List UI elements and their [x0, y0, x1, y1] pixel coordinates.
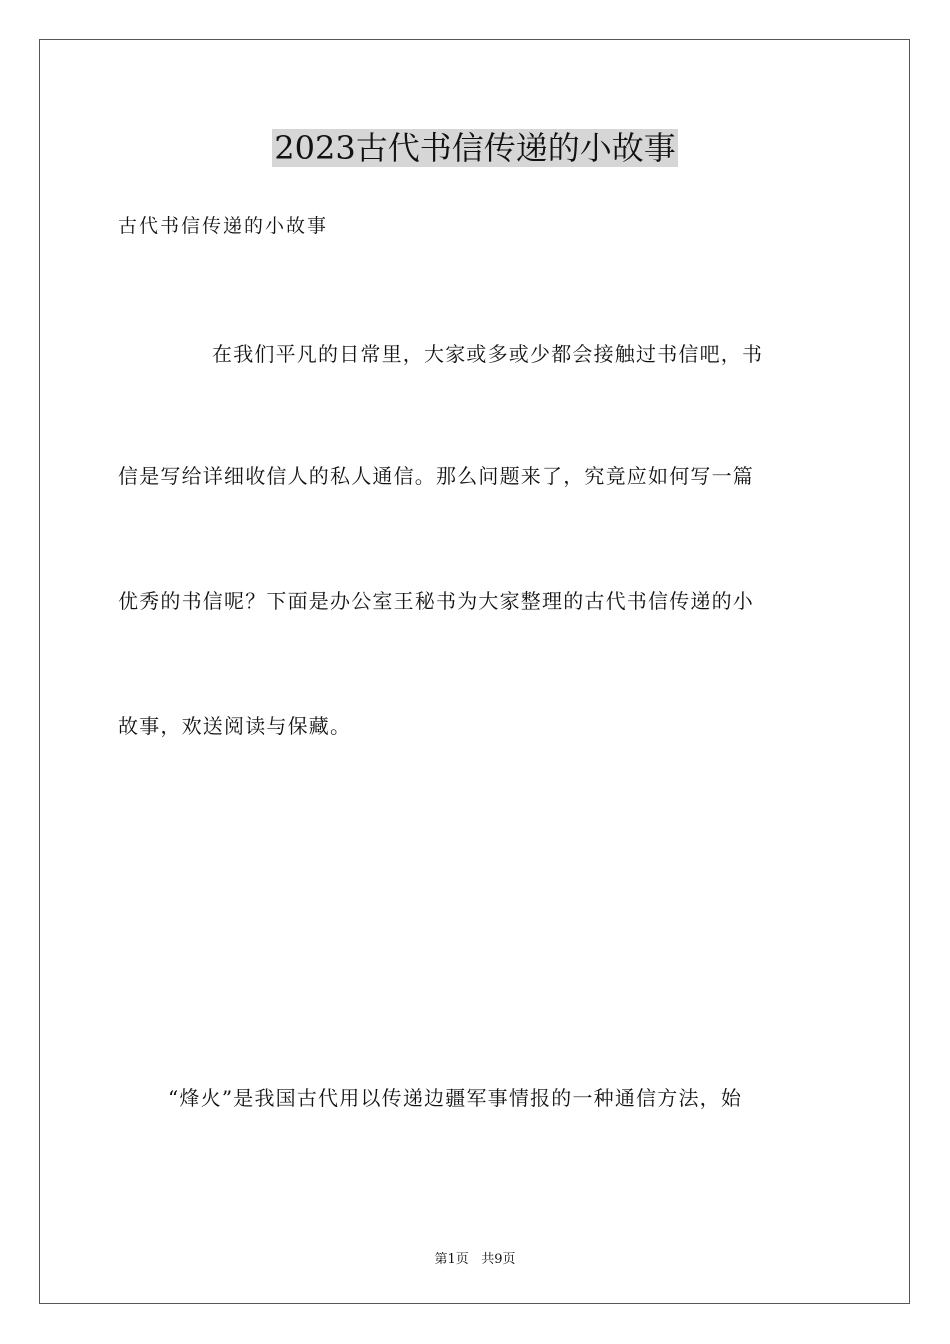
paragraph-1-line-3: 优秀的书信呢？下面是办公室王秘书为大家整理的古代书信传递的小 [118, 589, 754, 613]
document-title-text: 2023古代书信传递的小故事 [274, 129, 676, 167]
page-number: 第1页 [434, 1252, 469, 1267]
paragraph-2-line-1: “烽火”是我国古代用以传递边疆军事情报的一种通信方法，始 [168, 1086, 743, 1110]
paragraph-1-line-1: 在我们平凡的日常里，大家或多或少都会接触过书信吧，书 [212, 342, 764, 366]
document-title [0, 128, 950, 168]
paragraph-1-line-4: 故事，欢送阅读与保藏。 [118, 714, 352, 738]
document-subtitle: 古代书信传递的小故事 [118, 215, 329, 237]
page-footer [0, 1248, 950, 1267]
paragraph-1-line-2: 信是写给详细收信人的私人通信。那么问题来了，究竟应如何写一篇 [118, 464, 754, 488]
page-total: 共9页 [481, 1252, 516, 1267]
